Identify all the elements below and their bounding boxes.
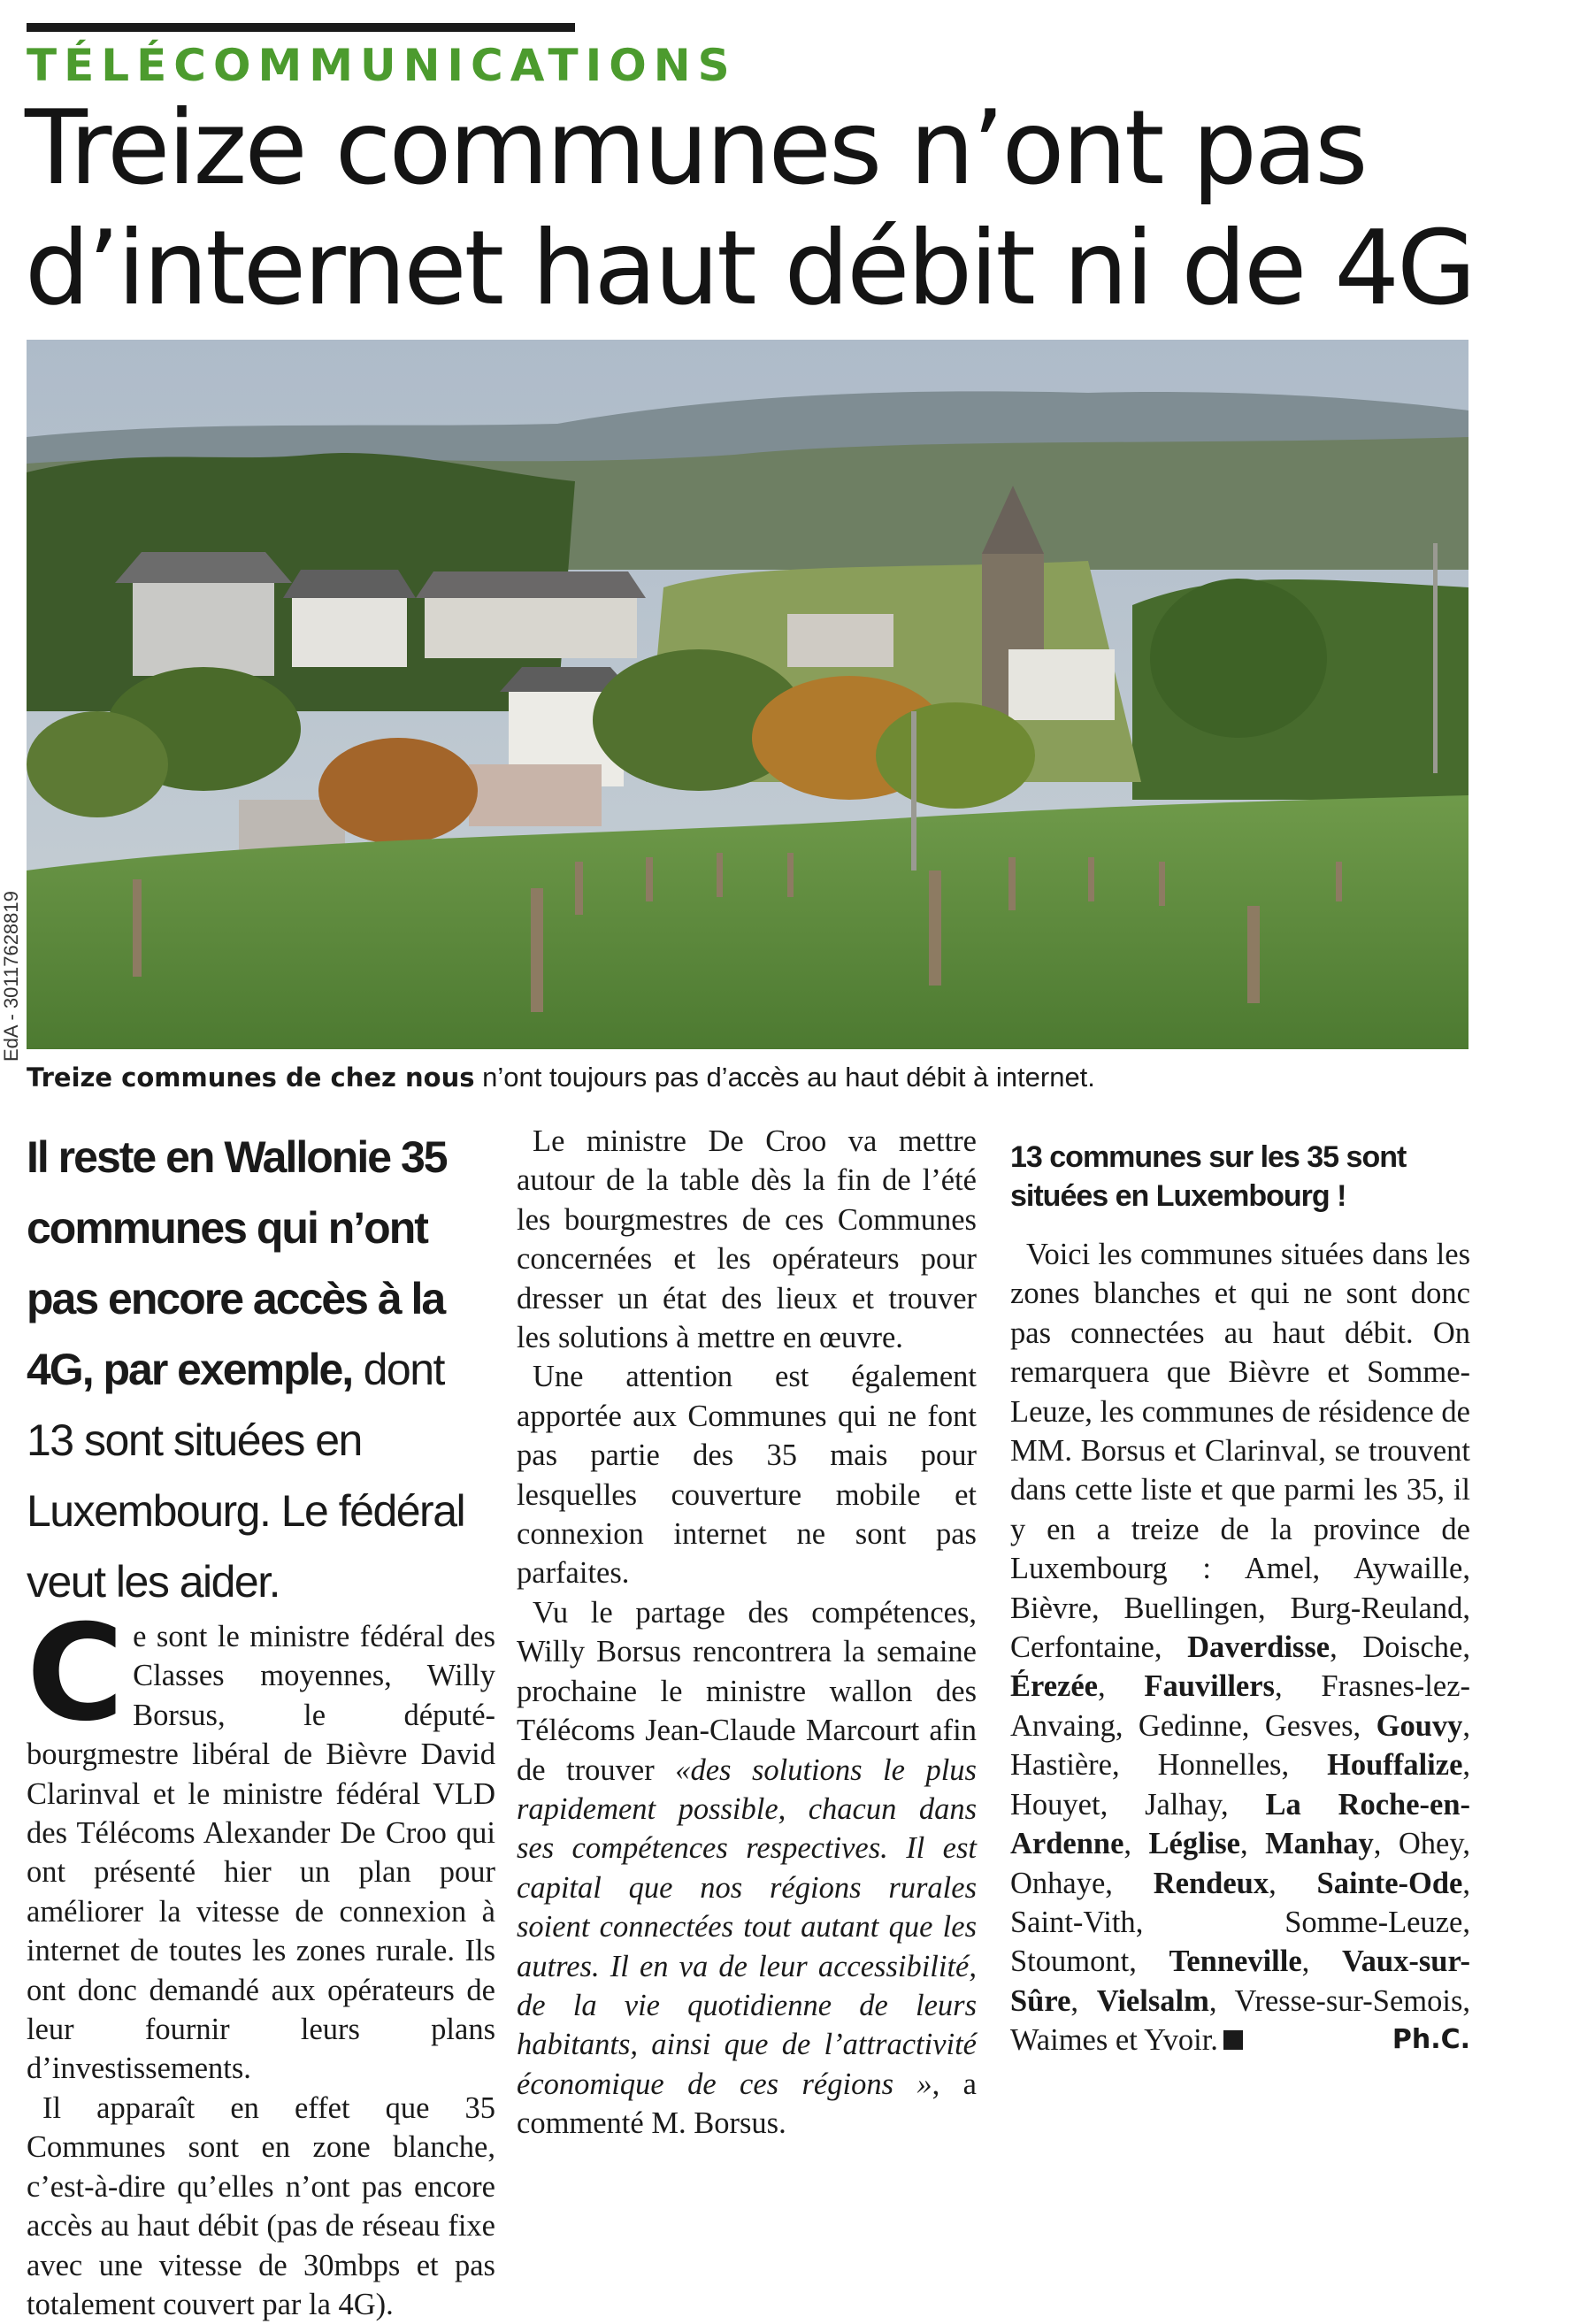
communes-list: Amel, Aywaille, Bièvre, Buellingen, Burg-Reuland, Cerfontaine, Daverdisse, Doische, Érezée, Fauvillers, Frasnes-lez-Anvaing, Gedinne, Gesves, Gouvy, Hastière, Honnelles, Houffalize, Houyet, Jalhay, La Roche-en-Ardenne, Léglise, Manhay, Ohey, Onhaye, Rendeux, Sainte-Ode, Saint-Vith, Somme-Leuze, Stoumont, Tenneville, Vaux-sur-Sûre, Vielsalm, Vresse-sur-Semois, Waimes et Yvoir. [1010,1552,1471,2058]
caption-bold: Treize communes de chez nous [27,1062,475,1093]
paragraph-6: Voici les communes situées dans les zones blanches et qui ne sont donc pas connectées au haut débit. On remarquera que Bièvre et Somme-Leuze, les communes de résidence de MM. Borsus et Clarinval, se trouvent dans cette liste et que parmi les 35, il y en a treize de la province de Luxembourg : Amel, Aywaille, Bièvre, Buellingen, Burg-Reuland, Cerfontaine, Daverdisse, Doische, Érezée, Fauvillers, Frasnes-lez-Anvaing, Gedinne, Gesves, Gouvy, Hastière, Honnelles, Houffalize, Houyet, Jalhay, La Roche-en-Ardenne, Léglise, Manhay, Ohey, Onhaye, Rendeux, Sainte-Ode, Saint-Vith, Somme-Leuze, Stoumont, Tenneville, Vaux-sur-Sûre, Vielsalm, Vresse-sur-Semois, Waimes et Yvoir. Ph.C. [1010,1235,1470,2060]
commune-name: Saint-Vith [1010,1905,1136,1939]
commune-name: Houyet [1010,1787,1100,1822]
commune-name: Érezée [1010,1669,1098,1704]
column-2 [517,1122,977,2144]
commune-name: Amel [1244,1552,1313,1586]
commune-name: Manhay [1265,1827,1374,1861]
photo-caption [27,1058,1477,1097]
commune-name: Bièvre [1010,1591,1092,1625]
commune-name: Tenneville [1169,1944,1302,1979]
commune-name: La Roche-en-Ardenne [1010,1787,1471,1861]
commune-name: Rendeux [1153,1866,1269,1900]
column-1 [27,1122,495,2324]
photo-credit: EdA - 30117628819 [0,891,22,1062]
dropcap: C [27,1597,125,1751]
paragraph-3: Le ministre De Croo va mettre autour de la table dès la fin de l’été les bourgmestres de ces Communes concernées et les opérateurs pour dresser un état des lieux et trouver les solutions à mettre en œuvre. [517,1124,977,1355]
subhead: 13 communes sur les 35 sont situées en Luxembourg ! [1010,1140,1407,1213]
commune-name: Vresse-sur-Semois [1234,1983,1463,2018]
commune-name: Stoumont [1010,1944,1130,1979]
commune-name: Vielsalm [1096,1983,1209,2018]
paragraph-2: Il apparaît en effet que 35 Communes sont en zone blanche, c’est-à-dire qu’elles n’ont pas encore accès au haut débit (pas de réseau fixe avec une vitesse de 30mbps et pas totalement couvert par la 4G). [27,2090,495,2321]
commune-name: Hastière [1010,1748,1112,1783]
commune-name: Burg-Reuland [1290,1591,1463,1625]
chapo [27,1122,495,1617]
paragraph-4: Une attention est également apportée aux Communes qui ne font pas partie des 35 mais pour lesquelles couverture mobile et connexion internet ne sont pas parfaites. [517,1360,977,1591]
paragraph-5: Vu le partage des compétences, Willy Borsus rencontrera la semaine prochaine le ministre wallon des Télécoms Jean-Claude Marcourt afin de trouver «des solutions le plus rapidement possible, chacun dans ses compétences respectives. Il est capital que nos régions rurales soient connectées tout autant que les autres. Il en va de leur accessibilité, de la vie quotidienne de leurs habitants, ainsi que de l’attractivité économique de ces régions », a commenté M. Borsus. [517,1595,977,2141]
commune-name: Léglise [1148,1827,1240,1861]
commune-name: Gouvy [1376,1708,1463,1743]
commune-name: Cerfontaine [1010,1630,1154,1665]
commune-name: Buellingen [1123,1591,1258,1625]
commune-name: Ohey [1398,1827,1463,1861]
commune-name: Sainte-Ode [1316,1866,1463,1900]
chapo-bold: Il reste en Wallonie 35 communes qui n’ont pas encore accès à la 4G, par exemple, [27,1132,447,1394]
borsus-quote: «des solutions le plus rapidement possible, chacun dans ses compétences respectives. Il est capital que nos régions rurales soient connectées tout autant que les autres. Il en va de leur accessibilité, de la vie quotidienne de leurs habitants, ainsi que de l’attractivité économique de ces régions » [517,1753,977,2101]
commune-name: Jalhay [1145,1787,1221,1822]
commune-name: Waimes [1010,2023,1108,2058]
headline: Treize communes n’ont pas d’internet haut débit ni de 4G [25,88,1474,328]
commune-name: Honnelles [1157,1748,1282,1783]
commune-name: Aywaille [1353,1552,1463,1586]
section-kicker: TÉLÉCOMMUNICATIONS [27,40,737,91]
column-3 [1010,1122,1470,2060]
caption-text: n’ont toujours pas d’accès au haut débit à internet. [474,1062,1095,1093]
signature: Ph.C. [1392,2024,1470,2056]
village-landscape-illustration [27,340,1468,1049]
commune-name: Onhaye [1010,1866,1106,1900]
commune-name: Vaux-sur-Sûre [1010,1944,1470,2018]
commune-name: Somme-Leuze [1284,1905,1463,1939]
paragraph-1: Ce sont le ministre fédéral des Classes moyennes, Willy Borsus, le député-bourgmestre libéral de Bièvre David Clarinval et le ministre fédéral VLD des Télécoms Alexander De Croo qui ont présenté hier un plan pour améliorer la vitesse de connexion à internet de toutes les zones rurale. Ils ont donc demandé aux opérateurs de leur fournir leurs plans d’investissements. [27,1597,495,2086]
commune-name: Daverdisse [1187,1630,1330,1665]
top-rule [27,23,575,32]
commune-name: Fauvillers [1144,1669,1275,1704]
commune-name: Gedinne [1138,1708,1242,1743]
end-mark [1223,2030,1243,2050]
commune-name: Houffalize [1327,1748,1463,1783]
commune-name: Frasnes-lez-Anvaing [1010,1669,1470,1743]
article-photo [27,340,1468,1049]
commune-name: Doische [1362,1630,1463,1665]
commune-name: Yvoir [1144,2023,1211,2058]
chapo-rest: dont 13 sont situées en Luxembourg. Le fédéral veut les aider. [27,1345,465,1607]
commune-name: Gesves [1264,1708,1353,1743]
